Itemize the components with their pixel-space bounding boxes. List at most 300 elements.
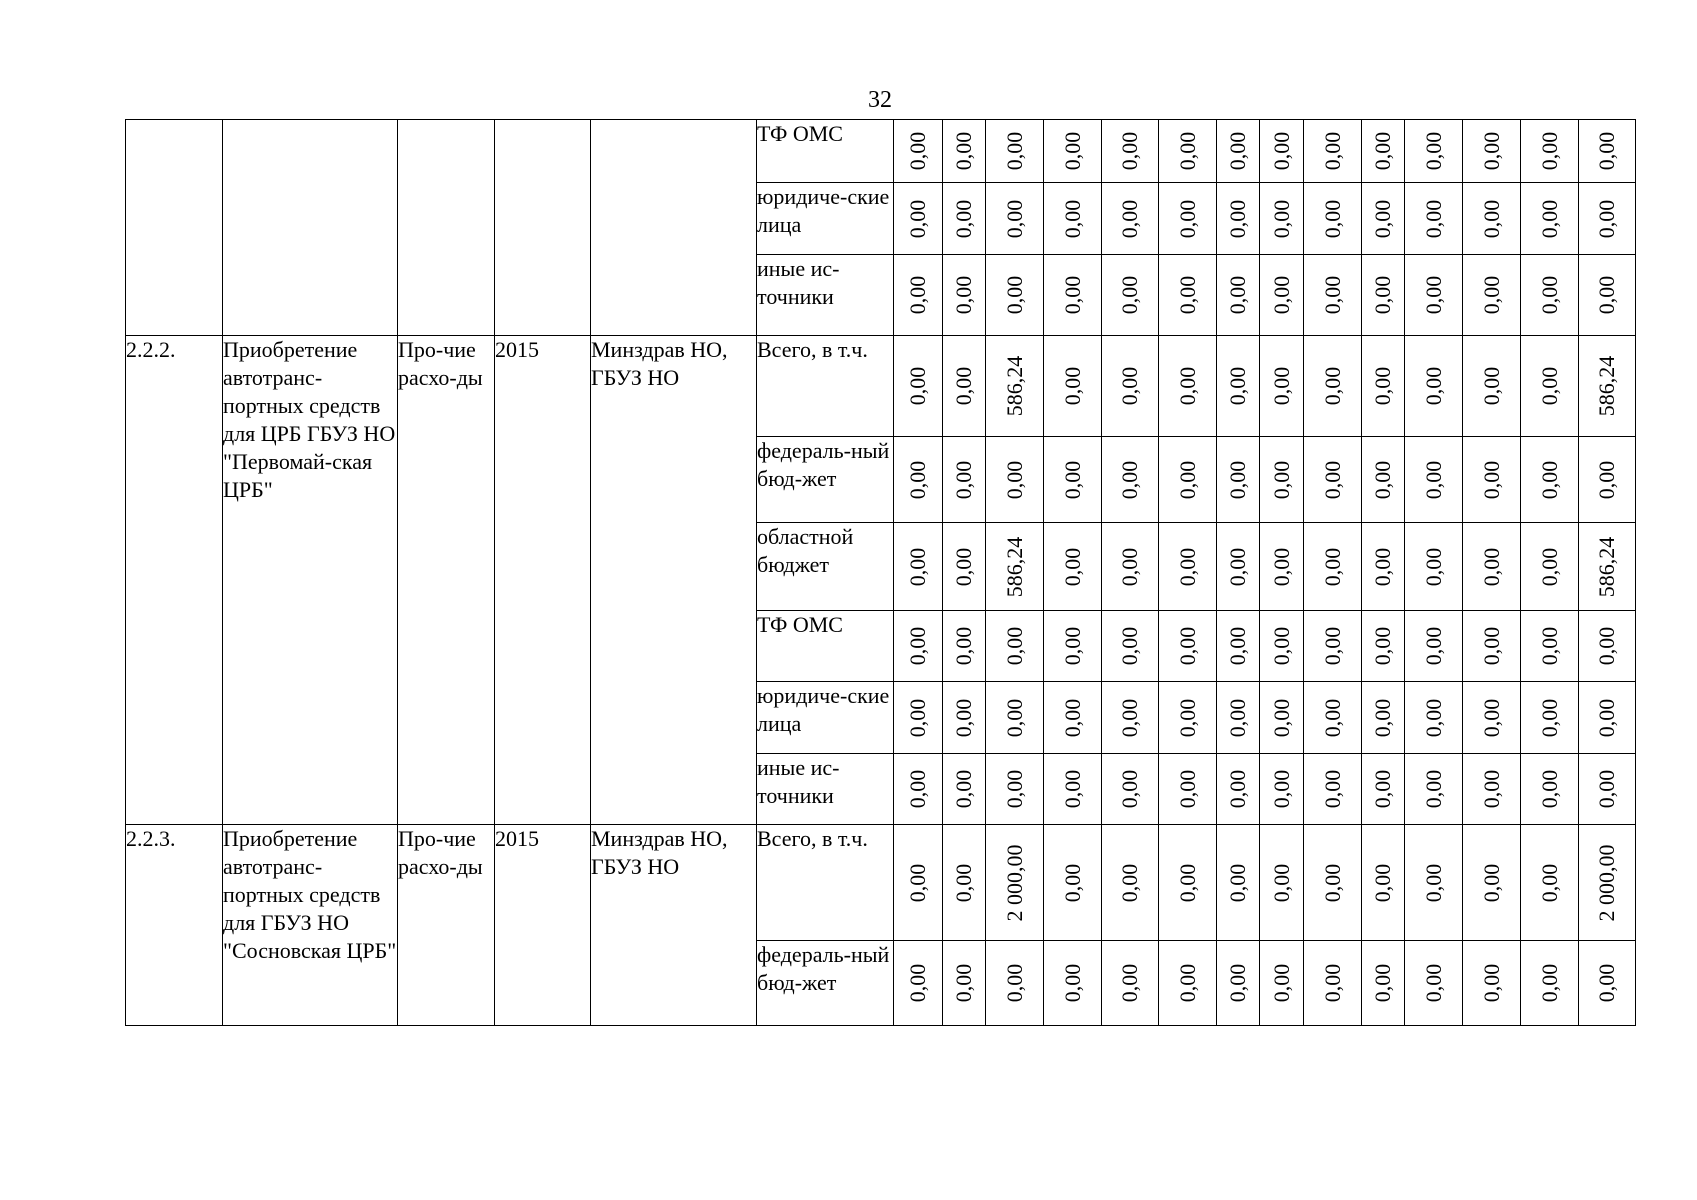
value-cell xyxy=(986,825,1044,941)
value-text: 0,00 xyxy=(1319,131,1345,171)
value-text: 0,00 xyxy=(1420,199,1446,238)
value-text: 0,00 xyxy=(1117,769,1142,809)
value-text: 0,00 xyxy=(1420,769,1446,809)
funding-source: ТФ ОМС xyxy=(757,120,894,183)
value-cell xyxy=(1405,941,1463,1026)
funding-source: федераль-ный бюд-жет xyxy=(757,941,894,1026)
value-cell xyxy=(1044,523,1102,611)
value-cell xyxy=(943,825,986,941)
value-text: 0,00 xyxy=(1536,769,1562,809)
value-cell xyxy=(1463,336,1521,437)
value-text: 0,00 xyxy=(1225,769,1250,809)
value-text: 0,00 xyxy=(1001,626,1027,666)
value-cell xyxy=(1217,682,1260,754)
value-text: 0,00 xyxy=(1420,275,1446,315)
value-text: 0,00 xyxy=(1594,460,1619,499)
value-text: 0,00 xyxy=(1001,275,1027,315)
value-cell xyxy=(1463,120,1521,183)
value-cell xyxy=(1304,437,1362,523)
value-text: 0,00 xyxy=(1536,199,1562,238)
value-text: 0,00 xyxy=(1174,626,1200,666)
value-cell xyxy=(1463,183,1521,255)
value-cell xyxy=(1362,183,1405,255)
value-cell xyxy=(986,611,1044,682)
value-cell xyxy=(1159,941,1217,1026)
value-text: 0,00 xyxy=(1225,366,1250,406)
value-cell xyxy=(1405,611,1463,682)
value-cell xyxy=(943,120,986,183)
value-text: 586,24 xyxy=(1001,536,1027,597)
value-text: 0,00 xyxy=(1594,626,1619,666)
value-cell xyxy=(1217,941,1260,1026)
table-row xyxy=(126,120,1636,183)
value-text: 0,00 xyxy=(1117,131,1142,171)
value-cell xyxy=(1304,255,1362,336)
value-text: 0,00 xyxy=(1059,199,1085,238)
value-cell xyxy=(1102,255,1159,336)
empty-cell xyxy=(398,120,495,336)
value-cell xyxy=(1044,825,1102,941)
value-cell xyxy=(1362,523,1405,611)
value-text: 0,00 xyxy=(1319,199,1345,238)
page-number: 32 xyxy=(868,87,892,113)
value-text: 2 000,00 xyxy=(1594,844,1619,921)
value-cell xyxy=(1304,336,1362,437)
value-text: 0,00 xyxy=(1117,963,1142,1003)
empty-cell xyxy=(591,120,757,336)
value-cell xyxy=(1521,825,1579,941)
value-text: 0,00 xyxy=(905,366,930,406)
value-text: 0,00 xyxy=(1536,460,1562,499)
value-cell xyxy=(894,682,943,754)
value-cell xyxy=(1260,336,1304,437)
value-text: 0,00 xyxy=(1001,199,1027,238)
funding-source: ТФ ОМС xyxy=(757,611,894,682)
value-text: 0,00 xyxy=(951,366,976,406)
value-text: 0,00 xyxy=(1370,698,1395,737)
funding-source: иные ис-точники xyxy=(757,255,894,336)
funding-source: федераль-ный бюд-жет xyxy=(757,437,894,523)
value-text: 0,00 xyxy=(951,769,976,809)
value-text: 0,00 xyxy=(1225,963,1250,1003)
value-cell xyxy=(1044,336,1102,437)
value-text: 0,00 xyxy=(1225,547,1250,586)
value-text: 0,00 xyxy=(1319,863,1345,902)
value-cell xyxy=(943,682,986,754)
value-cell xyxy=(1463,682,1521,754)
value-cell xyxy=(1405,825,1463,941)
value-cell xyxy=(1260,682,1304,754)
value-text: 0,00 xyxy=(1174,460,1200,499)
value-cell xyxy=(1521,255,1579,336)
value-cell xyxy=(1463,255,1521,336)
value-text: 0,00 xyxy=(1174,199,1200,238)
value-text: 0,00 xyxy=(1059,863,1085,902)
value-cell xyxy=(1217,183,1260,255)
value-cell xyxy=(986,754,1044,825)
value-cell xyxy=(1044,255,1102,336)
value-text: 0,00 xyxy=(1420,963,1446,1003)
value-cell xyxy=(1102,825,1159,941)
value-cell xyxy=(1102,941,1159,1026)
value-cell xyxy=(986,682,1044,754)
value-cell xyxy=(1159,336,1217,437)
value-cell xyxy=(1260,941,1304,1026)
value-cell xyxy=(1521,682,1579,754)
value-cell xyxy=(1217,437,1260,523)
value-text: 0,00 xyxy=(951,199,976,238)
value-cell xyxy=(1463,437,1521,523)
value-text: 0,00 xyxy=(905,698,930,737)
value-cell xyxy=(943,941,986,1026)
value-cell xyxy=(1579,255,1636,336)
value-text: 0,00 xyxy=(1225,863,1250,902)
value-text: 0,00 xyxy=(1174,963,1200,1003)
value-text: 0,00 xyxy=(1174,547,1200,586)
value-text: 0,00 xyxy=(1536,626,1562,666)
value-cell xyxy=(1217,754,1260,825)
value-text: 0,00 xyxy=(1420,863,1446,902)
value-text: 0,00 xyxy=(1319,366,1345,406)
value-cell xyxy=(943,437,986,523)
value-text: 0,00 xyxy=(1420,547,1446,586)
value-cell xyxy=(1579,611,1636,682)
value-cell xyxy=(1463,825,1521,941)
value-text: 0,00 xyxy=(1059,769,1085,809)
table-row xyxy=(126,825,1636,941)
value-cell xyxy=(1217,611,1260,682)
value-text: 0,00 xyxy=(1001,131,1027,171)
value-cell xyxy=(894,611,943,682)
value-cell xyxy=(1159,825,1217,941)
value-cell xyxy=(1159,120,1217,183)
item-number: 2.2.3. xyxy=(126,825,223,1026)
value-text: 0,00 xyxy=(951,547,976,586)
value-cell xyxy=(1044,437,1102,523)
item-number: 2.2.2. xyxy=(126,336,223,825)
value-text: 0,00 xyxy=(1117,199,1142,238)
value-cell xyxy=(1044,120,1102,183)
value-text: 0,00 xyxy=(1174,275,1200,315)
value-text: 0,00 xyxy=(1117,547,1142,586)
value-text: 0,00 xyxy=(905,275,930,315)
value-text: 0,00 xyxy=(1594,275,1619,315)
value-cell xyxy=(943,336,986,437)
value-cell xyxy=(1159,682,1217,754)
value-text: 0,00 xyxy=(905,769,930,809)
expense-category: Про-чие расхо-ды xyxy=(398,336,495,825)
value-cell xyxy=(1102,682,1159,754)
value-text: 0,00 xyxy=(951,963,976,1003)
value-text: 0,00 xyxy=(1059,460,1085,499)
value-cell xyxy=(1579,336,1636,437)
value-text: 0,00 xyxy=(1536,863,1562,902)
value-cell xyxy=(1304,523,1362,611)
budget-table xyxy=(125,119,1636,1026)
value-cell xyxy=(1463,754,1521,825)
value-text: 0,00 xyxy=(1478,131,1504,171)
value-text: 0,00 xyxy=(1059,698,1085,737)
value-text: 0,00 xyxy=(1319,963,1345,1003)
value-cell xyxy=(1362,682,1405,754)
value-cell xyxy=(1304,754,1362,825)
value-text: 586,24 xyxy=(1001,355,1027,417)
value-text: 0,00 xyxy=(1059,626,1085,666)
value-cell xyxy=(1159,437,1217,523)
value-text: 0,00 xyxy=(1117,863,1142,902)
value-cell xyxy=(986,941,1044,1026)
value-cell xyxy=(1362,437,1405,523)
value-text: 0,00 xyxy=(1370,963,1395,1003)
value-text: 0,00 xyxy=(905,131,930,171)
value-text: 0,00 xyxy=(1268,131,1294,171)
value-text: 0,00 xyxy=(1319,275,1345,315)
value-cell xyxy=(1102,754,1159,825)
value-cell xyxy=(1304,941,1362,1026)
value-text: 0,00 xyxy=(1420,131,1446,171)
value-cell xyxy=(1579,120,1636,183)
value-text: 0,00 xyxy=(1059,131,1085,171)
item-executor: Минздрав НО, ГБУЗ НО xyxy=(591,336,757,825)
value-cell xyxy=(1260,183,1304,255)
value-text: 0,00 xyxy=(1594,698,1619,737)
value-text: 0,00 xyxy=(1594,131,1619,171)
value-text: 0,00 xyxy=(1420,698,1446,737)
funding-source: иные ис-точники xyxy=(757,754,894,825)
value-text: 0,00 xyxy=(1268,460,1294,499)
value-text: 0,00 xyxy=(1117,366,1142,406)
value-text: 0,00 xyxy=(1319,698,1345,737)
value-text: 0,00 xyxy=(1117,460,1142,499)
value-text: 0,00 xyxy=(1594,199,1619,238)
value-cell xyxy=(1362,120,1405,183)
value-cell xyxy=(986,120,1044,183)
value-cell xyxy=(1405,120,1463,183)
empty-cell xyxy=(223,120,398,336)
value-text: 0,00 xyxy=(1478,275,1504,315)
value-text: 0,00 xyxy=(1370,366,1395,406)
value-text: 0,00 xyxy=(1268,963,1294,1003)
value-text: 0,00 xyxy=(1478,698,1504,737)
value-text: 0,00 xyxy=(951,460,976,499)
value-text: 2 000,00 xyxy=(1001,844,1027,921)
value-text: 0,00 xyxy=(1370,863,1395,902)
value-text: 0,00 xyxy=(905,863,930,902)
value-text: 0,00 xyxy=(1420,460,1446,499)
funding-source: Всего, в т.ч. xyxy=(757,336,894,437)
value-cell xyxy=(1159,611,1217,682)
value-cell xyxy=(894,825,943,941)
value-cell xyxy=(1304,183,1362,255)
value-text: 0,00 xyxy=(1478,626,1504,666)
value-text: 0,00 xyxy=(1059,547,1085,586)
value-cell xyxy=(1304,682,1362,754)
value-cell xyxy=(1579,523,1636,611)
value-cell xyxy=(894,754,943,825)
value-cell xyxy=(1260,611,1304,682)
value-text: 0,00 xyxy=(1420,626,1446,666)
value-cell xyxy=(1044,611,1102,682)
value-text: 0,00 xyxy=(905,626,930,666)
value-cell xyxy=(1463,611,1521,682)
value-cell xyxy=(1217,120,1260,183)
funding-source: юридиче-ские лица xyxy=(757,183,894,255)
value-cell xyxy=(1405,523,1463,611)
value-text: 0,00 xyxy=(1174,698,1200,737)
value-text: 0,00 xyxy=(1594,769,1619,809)
value-text: 0,00 xyxy=(1536,963,1562,1003)
value-text: 0,00 xyxy=(1370,275,1395,315)
item-name: Приобретение автотранс-портных средств для ЦРБ ГБУЗ НО "Первомай-ская ЦРБ" xyxy=(223,336,398,825)
value-text: 0,00 xyxy=(1225,199,1250,238)
value-text: 0,00 xyxy=(951,698,976,737)
value-cell xyxy=(986,255,1044,336)
value-cell xyxy=(1159,255,1217,336)
value-cell xyxy=(1362,941,1405,1026)
value-cell xyxy=(943,183,986,255)
value-cell xyxy=(1260,523,1304,611)
value-cell xyxy=(1405,437,1463,523)
value-text: 0,00 xyxy=(1225,626,1250,666)
value-cell xyxy=(1579,825,1636,941)
value-cell xyxy=(1405,336,1463,437)
value-text: 0,00 xyxy=(1370,547,1395,586)
value-text: 0,00 xyxy=(1478,460,1504,499)
value-text: 0,00 xyxy=(1225,275,1250,315)
value-cell xyxy=(1405,183,1463,255)
value-cell xyxy=(943,754,986,825)
value-cell xyxy=(894,941,943,1026)
value-text: 0,00 xyxy=(1370,769,1395,809)
value-cell xyxy=(1362,611,1405,682)
value-text: 0,00 xyxy=(1117,275,1142,315)
value-text: 0,00 xyxy=(1319,460,1345,499)
value-cell xyxy=(1044,941,1102,1026)
value-cell xyxy=(1579,754,1636,825)
value-cell xyxy=(894,183,943,255)
value-text: 0,00 xyxy=(1420,366,1446,406)
value-cell xyxy=(1102,120,1159,183)
value-cell xyxy=(1405,754,1463,825)
value-text: 0,00 xyxy=(1268,626,1294,666)
value-cell xyxy=(943,611,986,682)
value-cell xyxy=(1362,255,1405,336)
value-cell xyxy=(1102,611,1159,682)
value-text: 0,00 xyxy=(1319,547,1345,586)
item-name: Приобретение автотранс-портных средств для ГБУЗ НО "Сосновская ЦРБ" xyxy=(223,825,398,1026)
value-text: 0,00 xyxy=(1594,963,1619,1003)
value-text: 0,00 xyxy=(905,199,930,238)
value-text: 0,00 xyxy=(1001,698,1027,737)
value-cell xyxy=(1521,754,1579,825)
funding-source: Всего, в т.ч. xyxy=(757,825,894,941)
item-year: 2015 xyxy=(495,336,591,825)
value-text: 0,00 xyxy=(1059,963,1085,1003)
value-text: 0,00 xyxy=(1268,275,1294,315)
value-text: 0,00 xyxy=(1370,199,1395,238)
value-text: 0,00 xyxy=(1536,366,1562,406)
value-text: 0,00 xyxy=(905,547,930,586)
value-cell xyxy=(1260,120,1304,183)
value-text: 586,24 xyxy=(1594,355,1619,417)
value-cell xyxy=(1362,754,1405,825)
value-cell xyxy=(943,523,986,611)
value-text: 0,00 xyxy=(1059,366,1085,406)
funding-source: областной бюджет xyxy=(757,523,894,611)
value-text: 0,00 xyxy=(1478,199,1504,238)
value-text: 0,00 xyxy=(1268,698,1294,737)
value-text: 0,00 xyxy=(1225,460,1250,499)
value-cell xyxy=(894,437,943,523)
value-cell xyxy=(1260,255,1304,336)
value-cell xyxy=(894,336,943,437)
value-cell xyxy=(1405,682,1463,754)
empty-cell xyxy=(495,120,591,336)
value-text: 0,00 xyxy=(1268,199,1294,238)
value-text: 0,00 xyxy=(951,863,976,902)
value-text: 0,00 xyxy=(1225,131,1250,171)
table-row xyxy=(126,336,1636,437)
value-text: 0,00 xyxy=(1478,366,1504,406)
value-text: 0,00 xyxy=(951,626,976,666)
value-cell xyxy=(1579,183,1636,255)
value-text: 0,00 xyxy=(1478,963,1504,1003)
value-cell xyxy=(1260,825,1304,941)
value-text: 0,00 xyxy=(1536,547,1562,586)
item-year: 2015 xyxy=(495,825,591,1026)
value-text: 0,00 xyxy=(951,275,976,315)
value-cell xyxy=(1159,523,1217,611)
value-text: 0,00 xyxy=(1370,626,1395,666)
value-cell xyxy=(1217,336,1260,437)
value-cell xyxy=(1521,336,1579,437)
value-text: 0,00 xyxy=(905,963,930,1003)
value-cell xyxy=(1521,183,1579,255)
value-cell xyxy=(1304,825,1362,941)
value-cell xyxy=(1044,183,1102,255)
value-cell xyxy=(1304,120,1362,183)
value-text: 0,00 xyxy=(1268,366,1294,406)
value-text: 0,00 xyxy=(905,460,930,499)
value-cell xyxy=(1159,754,1217,825)
value-cell xyxy=(894,523,943,611)
value-cell xyxy=(943,255,986,336)
value-text: 0,00 xyxy=(1319,626,1345,666)
value-cell xyxy=(1579,941,1636,1026)
value-cell xyxy=(1044,754,1102,825)
value-text: 586,24 xyxy=(1594,536,1619,597)
value-text: 0,00 xyxy=(1174,863,1200,902)
value-text: 0,00 xyxy=(1536,131,1562,171)
value-text: 0,00 xyxy=(1478,547,1504,586)
value-text: 0,00 xyxy=(1478,769,1504,809)
value-cell xyxy=(1463,523,1521,611)
value-text: 0,00 xyxy=(1001,460,1027,499)
value-cell xyxy=(1102,437,1159,523)
value-text: 0,00 xyxy=(1319,769,1345,809)
value-text: 0,00 xyxy=(1478,863,1504,902)
value-cell xyxy=(1521,437,1579,523)
value-text: 0,00 xyxy=(1174,366,1200,406)
value-cell xyxy=(1102,183,1159,255)
value-text: 0,00 xyxy=(1117,698,1142,737)
funding-source: юридиче-ские лица xyxy=(757,682,894,754)
value-text: 0,00 xyxy=(1268,769,1294,809)
value-cell xyxy=(894,120,943,183)
value-text: 0,00 xyxy=(1001,769,1027,809)
value-cell xyxy=(986,336,1044,437)
value-text: 0,00 xyxy=(1268,863,1294,902)
